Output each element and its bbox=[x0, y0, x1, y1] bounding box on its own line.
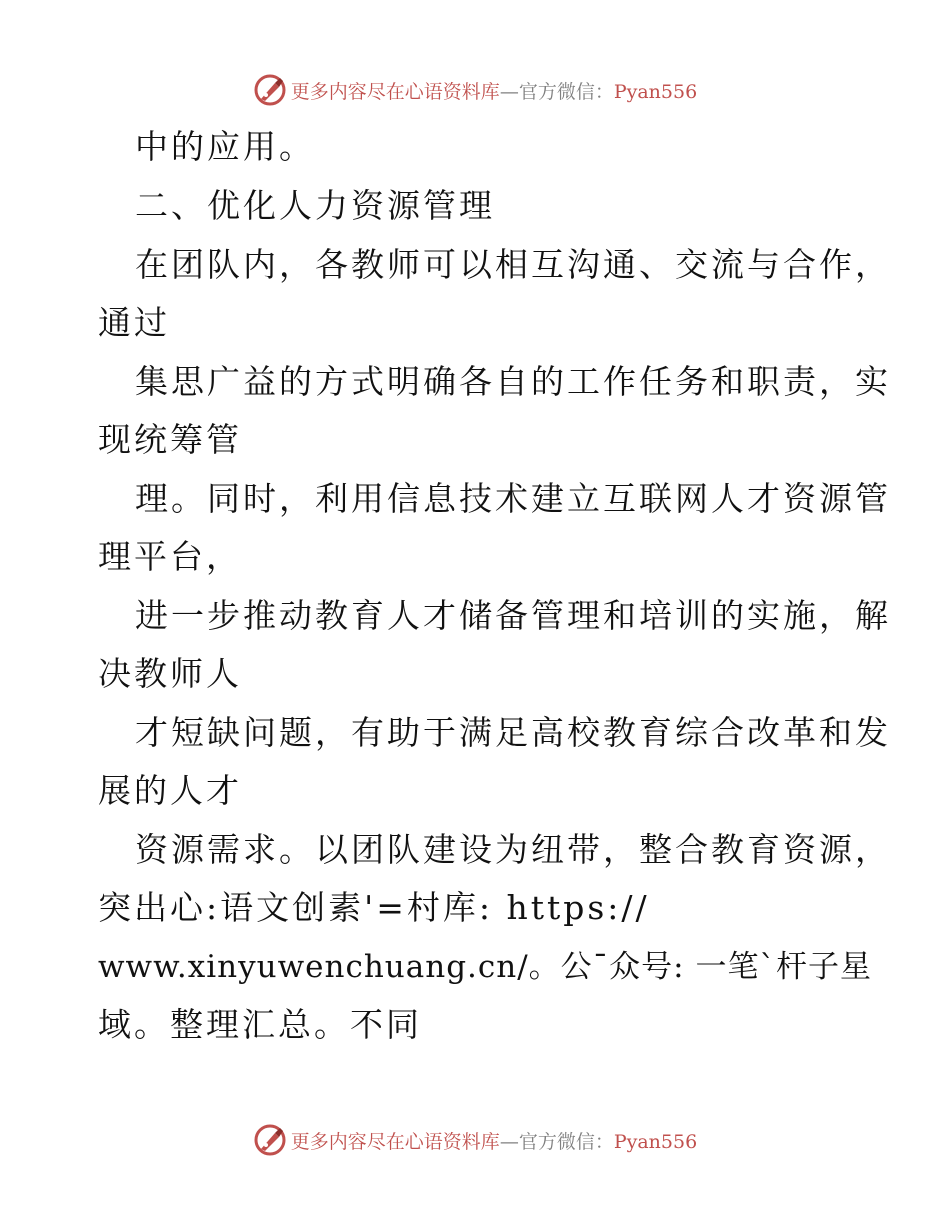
body-line-10: 决教师人 bbox=[98, 654, 242, 693]
body-line-7: 理。同时，利用信息技术建立互联网人才资源管 bbox=[135, 479, 891, 518]
body-line-16: 域。整理汇总。不同 bbox=[98, 1005, 422, 1044]
body-line-3: 在团队内，各教师可以相互沟通、交流与合作， bbox=[135, 245, 891, 284]
pen-nib-logo-icon bbox=[253, 1123, 287, 1157]
footer-brand: 更多内容尽在心语资料库 bbox=[290, 1130, 500, 1153]
header-banner bbox=[0, 70, 950, 110]
header-contact-id: Pyan556 bbox=[613, 80, 698, 103]
body-line-6: 现统筹管 bbox=[98, 420, 242, 459]
footer-banner bbox=[0, 1120, 950, 1160]
header-brand: 更多内容尽在心语资料库 bbox=[290, 80, 500, 103]
footer-official-label: 官方微信： bbox=[518, 1130, 614, 1153]
header-banner-text bbox=[291, 77, 697, 104]
body-line-5: 集思广益的方式明确各自的工作任务和职责，实 bbox=[135, 362, 891, 401]
body-line-1: 中的应用。 bbox=[135, 127, 315, 166]
section-heading: 二、优化人力资源管理 bbox=[135, 186, 495, 225]
body-line-12: 展的人才 bbox=[98, 771, 242, 810]
footer-contact-id: Pyan556 bbox=[613, 1130, 698, 1153]
body-line-8: 理平台， bbox=[98, 537, 242, 576]
footer-dash: — bbox=[499, 1130, 519, 1153]
body-line-9: 进一步推动教育人才储备管理和培训的实施，解 bbox=[135, 596, 891, 635]
body-line-13: 资源需求。以团队建设为纽带，整合教育资源， bbox=[135, 830, 891, 869]
header-official-label: 官方微信： bbox=[518, 80, 614, 103]
body-line-11: 才短缺问题，有助于满足高校教育综合改革和发 bbox=[135, 713, 891, 752]
body-line-14: 突出心:语文创素'=村库: https:// bbox=[98, 888, 650, 927]
pen-nib-logo-icon bbox=[253, 73, 287, 107]
body-line-4: 通过 bbox=[98, 303, 170, 342]
header-dash: — bbox=[499, 80, 519, 103]
footer-banner-text bbox=[291, 1127, 697, 1154]
body-line-15: www.xinyuwenchuang.cn/。公¯众号: 一笔`杆子星 bbox=[98, 949, 872, 985]
